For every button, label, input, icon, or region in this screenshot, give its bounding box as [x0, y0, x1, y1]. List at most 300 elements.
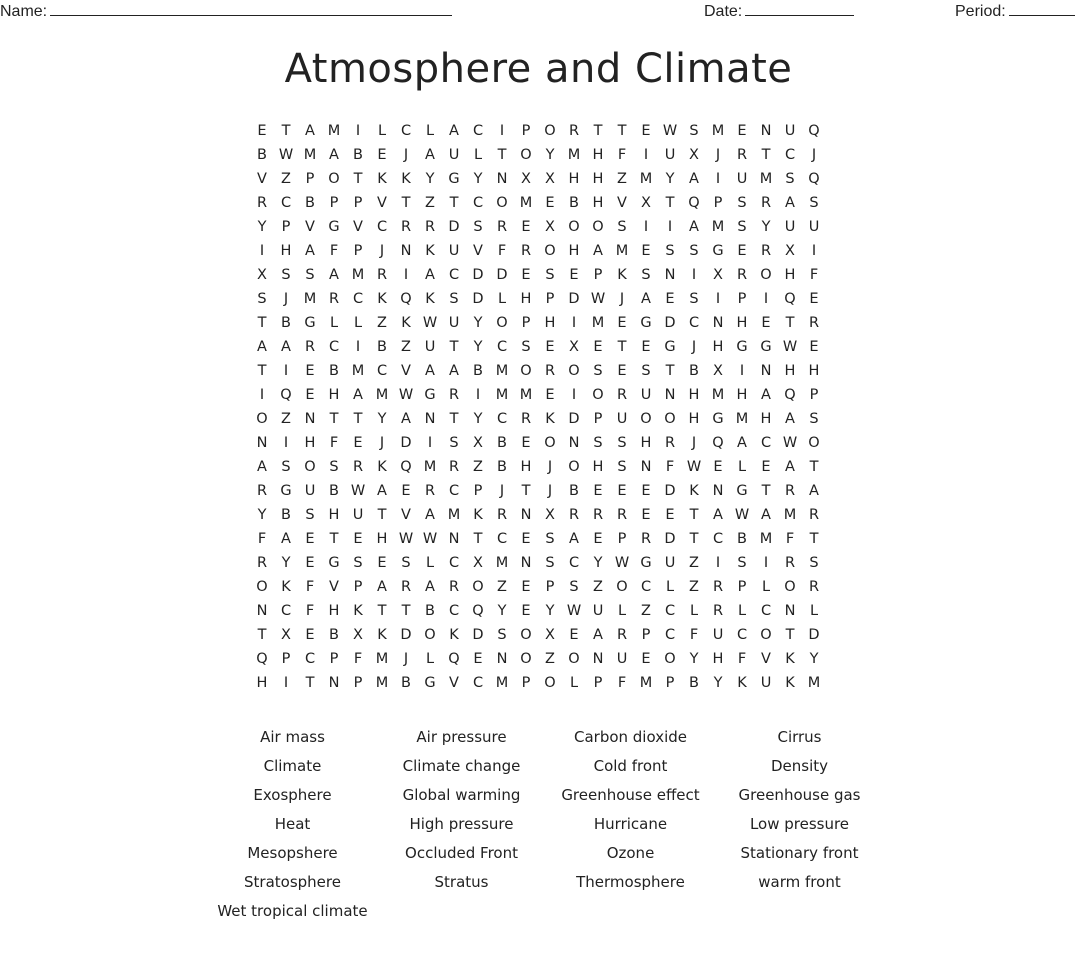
- grid-letter: X: [353, 627, 363, 643]
- grid-letter: C: [760, 603, 772, 619]
- grid-letter: H: [784, 267, 796, 283]
- grid-letter: P: [329, 195, 339, 211]
- grid-letter: O: [568, 459, 580, 475]
- grid-letter: J: [691, 339, 697, 355]
- grid-letter: E: [641, 483, 651, 499]
- grid-letter: V: [401, 507, 411, 523]
- word-list-item: Greenhouse effect: [561, 785, 700, 804]
- grid-letter: U: [448, 243, 460, 259]
- grid-letter: W: [566, 603, 582, 619]
- grid-letter: Y: [809, 651, 819, 667]
- grid-letter: E: [521, 435, 531, 451]
- grid-letter: H: [808, 363, 820, 379]
- grid-letter: V: [257, 171, 267, 187]
- grid-letter: A: [593, 243, 603, 259]
- grid-letter: C: [664, 603, 676, 619]
- grid-row: [250, 383, 826, 407]
- grid-letter: M: [591, 315, 605, 331]
- grid-row: [250, 599, 826, 623]
- grid-letter: C: [376, 363, 388, 379]
- grid-letter: L: [689, 603, 699, 619]
- grid-letter: H: [712, 651, 724, 667]
- grid-letter: L: [737, 603, 747, 619]
- grid-letter: E: [641, 243, 651, 259]
- grid-letter: F: [617, 147, 627, 163]
- grid-row: [250, 119, 826, 143]
- word-list-item: Ozone: [606, 843, 655, 862]
- grid-letter: O: [544, 675, 556, 691]
- grid-letter: V: [617, 195, 627, 211]
- grid-letter: C: [376, 219, 388, 235]
- grid-letter: K: [401, 315, 411, 331]
- word-list-item: Thermosphere: [576, 872, 685, 891]
- grid-letter: L: [497, 291, 507, 307]
- grid-letter: E: [521, 219, 531, 235]
- grid-letter: B: [257, 147, 267, 163]
- grid-letter: H: [640, 435, 652, 451]
- grid-letter: S: [809, 411, 819, 427]
- grid-letter: E: [809, 291, 819, 307]
- grid-letter: C: [496, 531, 508, 547]
- grid-letter: B: [281, 507, 291, 523]
- grid-letter: E: [761, 315, 771, 331]
- grid-letter: T: [617, 339, 627, 355]
- grid-letter: E: [353, 435, 363, 451]
- grid-letter: S: [449, 291, 459, 307]
- grid-row: [250, 623, 826, 647]
- grid-letter: W: [398, 387, 414, 403]
- grid-letter: I: [715, 291, 721, 307]
- grid-letter: D: [568, 291, 580, 307]
- grid-letter: O: [544, 123, 556, 139]
- grid-letter: I: [283, 435, 289, 451]
- grid-letter: R: [448, 459, 460, 475]
- grid-letter: T: [329, 531, 339, 547]
- grid-letter: N: [712, 315, 724, 331]
- grid-letter: H: [544, 315, 556, 331]
- grid-letter: E: [641, 651, 651, 667]
- grid-letter: H: [592, 147, 604, 163]
- grid-letter: A: [257, 339, 267, 355]
- grid-letter: C: [736, 627, 748, 643]
- grid-letter: H: [328, 603, 340, 619]
- grid-letter: N: [640, 459, 652, 475]
- grid-letter: M: [759, 171, 773, 187]
- grid-letter: P: [353, 195, 363, 211]
- word-list-item: Air pressure: [416, 727, 507, 746]
- grid-letter: I: [715, 171, 721, 187]
- grid-letter: J: [403, 147, 409, 163]
- grid-letter: R: [664, 435, 676, 451]
- grid-letter: R: [400, 219, 412, 235]
- grid-letter: S: [641, 363, 651, 379]
- grid-letter: U: [304, 483, 316, 499]
- grid-letter: I: [667, 219, 673, 235]
- grid-row: [250, 407, 826, 431]
- grid-letter: R: [448, 579, 460, 595]
- grid-letter: H: [736, 315, 748, 331]
- grid-letter: S: [809, 555, 819, 571]
- grid-letter: Y: [473, 339, 483, 355]
- grid-letter: O: [568, 219, 580, 235]
- grid-letter: K: [737, 675, 747, 691]
- grid-letter: B: [689, 363, 699, 379]
- grid-letter: V: [305, 219, 315, 235]
- grid-letter: P: [473, 483, 483, 499]
- grid-letter: E: [521, 579, 531, 595]
- grid-letter: F: [353, 651, 363, 667]
- grid-letter: B: [329, 363, 339, 379]
- grid-letter: L: [665, 579, 675, 595]
- grid-letter: T: [449, 195, 459, 211]
- grid-letter: N: [760, 363, 772, 379]
- grid-letter: S: [593, 363, 603, 379]
- grid-letter: A: [281, 531, 291, 547]
- grid-letter: M: [495, 387, 509, 403]
- grid-letter: S: [617, 435, 627, 451]
- grid-letter: C: [472, 195, 484, 211]
- grid-letter: R: [760, 243, 772, 259]
- period-label: Period:: [955, 3, 1006, 20]
- grid-letter: X: [689, 147, 699, 163]
- grid-letter: E: [665, 507, 675, 523]
- grid-letter: N: [400, 243, 412, 259]
- grid-letter: S: [737, 219, 747, 235]
- grid-letter: E: [569, 267, 579, 283]
- grid-letter: H: [712, 339, 724, 355]
- grid-letter: W: [278, 147, 294, 163]
- grid-letter: Y: [425, 171, 435, 187]
- grid-letter: I: [571, 387, 577, 403]
- grid-letter: F: [809, 267, 819, 283]
- grid-letter: F: [617, 675, 627, 691]
- grid-letter: W: [422, 315, 438, 331]
- grid-letter: T: [329, 411, 339, 427]
- grid-letter: C: [448, 603, 460, 619]
- word-list-item: Cold front: [593, 756, 668, 775]
- grid-letter: D: [472, 291, 484, 307]
- grid-letter: F: [665, 459, 675, 475]
- grid-letter: F: [497, 243, 507, 259]
- grid-letter: E: [521, 531, 531, 547]
- grid-letter: S: [281, 267, 291, 283]
- grid-letter: K: [449, 627, 459, 643]
- grid-letter: Y: [257, 507, 267, 523]
- grid-letter: J: [715, 147, 721, 163]
- grid-letter: H: [520, 459, 532, 475]
- grid-letter: J: [379, 435, 385, 451]
- grid-letter: G: [736, 339, 748, 355]
- grid-letter: L: [473, 147, 483, 163]
- grid-letter: Z: [281, 171, 291, 187]
- grid-letter: Y: [257, 219, 267, 235]
- grid-letter: R: [568, 507, 580, 523]
- grid-letter: R: [520, 243, 532, 259]
- grid-letter: S: [569, 579, 579, 595]
- grid-letter: Y: [545, 603, 555, 619]
- grid-letter: E: [737, 243, 747, 259]
- grid-letter: M: [783, 507, 797, 523]
- grid-letter: C: [304, 651, 316, 667]
- grid-letter: E: [521, 267, 531, 283]
- grid-letter: K: [617, 267, 627, 283]
- grid-letter: Q: [448, 651, 460, 667]
- grid-letter: G: [448, 171, 460, 187]
- grid-letter: U: [640, 387, 652, 403]
- word-list-item: Wet tropical climate: [217, 901, 368, 920]
- grid-letter: S: [497, 627, 507, 643]
- grid-letter: Q: [712, 435, 724, 451]
- grid-letter: O: [592, 219, 604, 235]
- grid-letter: Y: [761, 219, 771, 235]
- grid-letter: N: [424, 411, 436, 427]
- grid-letter: B: [353, 147, 363, 163]
- grid-letter: S: [665, 243, 675, 259]
- grid-letter: B: [569, 195, 579, 211]
- grid-row: [250, 527, 826, 551]
- grid-letter: E: [737, 123, 747, 139]
- grid-letter: O: [496, 195, 508, 211]
- grid-letter: H: [760, 411, 772, 427]
- grid-letter: E: [473, 651, 483, 667]
- grid-letter: U: [448, 315, 460, 331]
- grid-letter: E: [569, 627, 579, 643]
- grid-row: [250, 263, 826, 287]
- grid-letter: A: [809, 483, 819, 499]
- grid-letter: T: [257, 627, 267, 643]
- grid-letter: K: [353, 603, 363, 619]
- grid-letter: T: [617, 123, 627, 139]
- grid-letter: K: [401, 171, 411, 187]
- grid-letter: T: [665, 363, 675, 379]
- grid-letter: H: [736, 387, 748, 403]
- word-list-item: Greenhouse gas: [738, 785, 861, 804]
- grid-letter: T: [665, 195, 675, 211]
- grid-letter: M: [711, 387, 725, 403]
- grid-letter: A: [425, 267, 435, 283]
- grid-letter: A: [761, 507, 771, 523]
- grid-letter: E: [353, 531, 363, 547]
- grid-letter: S: [689, 291, 699, 307]
- word-list-item: Global warming: [402, 785, 521, 804]
- grid-letter: A: [329, 267, 339, 283]
- grid-letter: T: [377, 603, 387, 619]
- grid-letter: R: [808, 579, 820, 595]
- grid-letter: R: [496, 219, 508, 235]
- grid-letter: T: [497, 147, 507, 163]
- grid-letter: J: [691, 435, 697, 451]
- grid-letter: A: [785, 195, 795, 211]
- grid-letter: C: [472, 123, 484, 139]
- grid-letter: M: [711, 219, 725, 235]
- grid-letter: V: [449, 675, 459, 691]
- grid-letter: M: [351, 267, 365, 283]
- grid-letter: B: [569, 483, 579, 499]
- word-search-grid: [250, 119, 826, 695]
- grid-letter: T: [449, 411, 459, 427]
- grid-row: [250, 479, 826, 503]
- grid-letter: P: [329, 651, 339, 667]
- grid-letter: I: [643, 147, 649, 163]
- grid-letter: I: [355, 123, 361, 139]
- word-list-item: Cirrus: [777, 727, 822, 746]
- grid-letter: L: [425, 651, 435, 667]
- grid-letter: N: [520, 555, 532, 571]
- grid-letter: O: [520, 147, 532, 163]
- grid-letter: S: [281, 459, 291, 475]
- grid-letter: X: [545, 627, 555, 643]
- grid-letter: N: [784, 603, 796, 619]
- grid-letter: A: [401, 411, 411, 427]
- grid-letter: I: [283, 363, 289, 379]
- grid-letter: P: [593, 411, 603, 427]
- grid-letter: U: [424, 339, 436, 355]
- word-list-item: Low pressure: [749, 814, 850, 833]
- word-list-item: Carbon dioxide: [573, 727, 687, 746]
- grid-letter: E: [761, 459, 771, 475]
- grid-letter: T: [689, 531, 699, 547]
- grid-letter: O: [520, 627, 532, 643]
- grid-letter: Z: [377, 315, 387, 331]
- grid-letter: H: [328, 507, 340, 523]
- grid-letter: S: [545, 555, 555, 571]
- word-list-item: Density: [770, 756, 829, 775]
- grid-letter: I: [571, 315, 577, 331]
- grid-letter: L: [809, 603, 819, 619]
- grid-letter: U: [712, 627, 724, 643]
- grid-letter: A: [281, 339, 291, 355]
- grid-letter: M: [711, 123, 725, 139]
- grid-letter: M: [519, 195, 533, 211]
- grid-letter: R: [544, 363, 556, 379]
- grid-letter: T: [257, 363, 267, 379]
- grid-letter: J: [379, 243, 385, 259]
- grid-letter: C: [712, 531, 724, 547]
- grid-letter: X: [569, 339, 579, 355]
- grid-letter: A: [425, 579, 435, 595]
- grid-letter: B: [425, 603, 435, 619]
- grid-letter: E: [401, 483, 411, 499]
- grid-letter: E: [305, 387, 315, 403]
- grid-letter: I: [259, 387, 265, 403]
- grid-letter: M: [495, 675, 509, 691]
- grid-letter: B: [305, 195, 315, 211]
- grid-letter: D: [664, 531, 676, 547]
- grid-letter: U: [448, 147, 460, 163]
- grid-letter: I: [475, 387, 481, 403]
- grid-letter: E: [593, 483, 603, 499]
- grid-letter: R: [808, 315, 820, 331]
- grid-letter: T: [761, 483, 771, 499]
- grid-row: [250, 239, 826, 263]
- grid-row: [250, 455, 826, 479]
- word-list-item: warm front: [758, 872, 841, 891]
- grid-letter: I: [739, 363, 745, 379]
- grid-letter: A: [425, 507, 435, 523]
- grid-letter: J: [547, 459, 553, 475]
- grid-letter: K: [473, 507, 483, 523]
- grid-letter: C: [496, 339, 508, 355]
- grid-row: [250, 671, 826, 695]
- grid-letter: G: [640, 555, 652, 571]
- grid-letter: E: [665, 291, 675, 307]
- grid-letter: O: [640, 411, 652, 427]
- grid-letter: K: [425, 243, 435, 259]
- grid-letter: S: [401, 555, 411, 571]
- grid-letter: X: [545, 219, 555, 235]
- grid-letter: R: [592, 507, 604, 523]
- grid-letter: D: [496, 267, 508, 283]
- grid-letter: X: [545, 507, 555, 523]
- grid-letter: X: [281, 627, 291, 643]
- grid-letter: H: [688, 411, 700, 427]
- grid-row: [250, 287, 826, 311]
- grid-letter: E: [617, 483, 627, 499]
- word-list-item: Heat: [274, 814, 311, 833]
- grid-letter: A: [737, 435, 747, 451]
- grid-letter: E: [593, 531, 603, 547]
- grid-letter: U: [808, 219, 820, 235]
- grid-letter: A: [641, 291, 651, 307]
- grid-letter: Z: [593, 579, 603, 595]
- grid-letter: W: [350, 483, 366, 499]
- grid-letter: P: [545, 291, 555, 307]
- grid-letter: F: [329, 435, 339, 451]
- grid-letter: X: [473, 555, 483, 571]
- grid-letter: G: [712, 243, 724, 259]
- grid-letter: O: [760, 267, 772, 283]
- grid-letter: O: [592, 387, 604, 403]
- grid-letter: O: [568, 363, 580, 379]
- grid-letter: K: [425, 291, 435, 307]
- grid-letter: E: [809, 339, 819, 355]
- grid-letter: L: [617, 603, 627, 619]
- grid-letter: S: [521, 339, 531, 355]
- grid-letter: G: [664, 339, 676, 355]
- grid-letter: G: [760, 339, 772, 355]
- grid-letter: E: [377, 555, 387, 571]
- grid-letter: J: [619, 291, 625, 307]
- grid-letter: U: [664, 555, 676, 571]
- grid-letter: R: [616, 507, 628, 523]
- grid-letter: S: [785, 171, 795, 187]
- grid-letter: A: [377, 483, 387, 499]
- grid-letter: Q: [400, 291, 412, 307]
- grid-letter: M: [375, 675, 389, 691]
- grid-letter: X: [257, 267, 267, 283]
- grid-letter: U: [352, 507, 364, 523]
- grid-letter: O: [472, 579, 484, 595]
- grid-letter: A: [353, 387, 363, 403]
- grid-letter: G: [640, 315, 652, 331]
- grid-letter: W: [734, 507, 750, 523]
- grid-letter: O: [664, 411, 676, 427]
- grid-letter: G: [736, 483, 748, 499]
- grid-letter: T: [377, 507, 387, 523]
- grid-letter: C: [352, 291, 364, 307]
- grid-letter: N: [328, 675, 340, 691]
- grid-letter: O: [664, 651, 676, 667]
- grid-letter: J: [403, 651, 409, 667]
- grid-letter: D: [664, 483, 676, 499]
- grid-letter: A: [425, 363, 435, 379]
- grid-letter: A: [449, 123, 459, 139]
- grid-letter: P: [593, 675, 603, 691]
- word-list-item: Mesopshere: [247, 843, 338, 862]
- grid-letter: N: [496, 171, 508, 187]
- grid-letter: C: [688, 315, 700, 331]
- grid-letter: R: [328, 291, 340, 307]
